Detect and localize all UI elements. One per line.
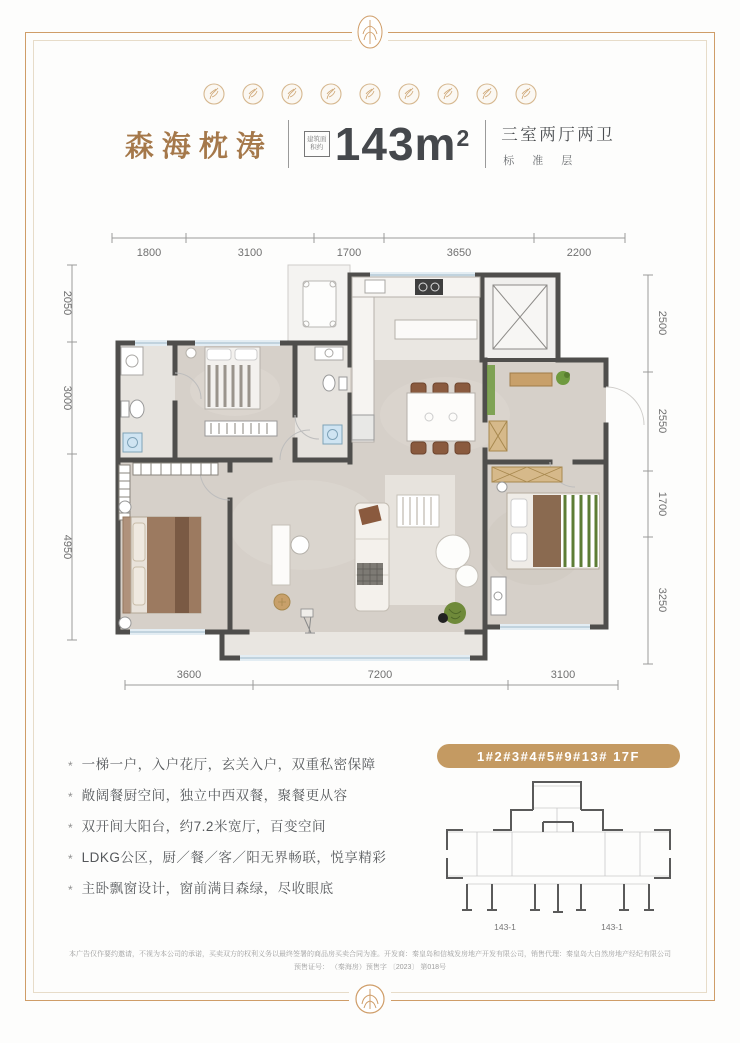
room-layout-label: 三室两厅两卫 [501, 125, 616, 144]
botanical-seal-icon [321, 84, 341, 104]
asterisk-bullet-icon: * [68, 790, 73, 804]
feature-list [68, 756, 438, 911]
botanical-seal-icon [204, 84, 224, 104]
disclaimer [40, 948, 700, 975]
floor-type-label: 标准层 [503, 154, 591, 167]
keyplan-unit-labels [494, 922, 623, 932]
svg-text:1800: 1800 [136, 247, 162, 259]
area-unit: m [414, 118, 457, 170]
building-number-banner: 1#2#3#4#5#9#13# 17F [437, 744, 680, 768]
botanical-seal-icon [360, 84, 380, 104]
building-keyplan [437, 772, 680, 937]
svg-text:2050: 2050 [61, 290, 73, 316]
svg-text:1700: 1700 [656, 491, 668, 517]
divider [485, 120, 486, 168]
svg-text:2500: 2500 [656, 310, 668, 336]
svg-text:3100: 3100 [237, 247, 263, 259]
divider [288, 120, 289, 168]
disclaimer-line1: 本广告仅作要约邀请，不视为本公司的承诺，买卖双方的权利义务以最终签署的商品房买卖合同为准。开发商：秦皇岛和信城发房地产开发有限公司，销售代理：秦皇岛大自然房地产经纪有限公司 [69, 951, 671, 958]
feature-text: 双开间大阳台，约7.2米宽厅，百变空间 [81, 819, 326, 834]
botanical-seal-icon [438, 84, 458, 104]
svg-text:2200: 2200 [566, 247, 592, 259]
entry-terrace [288, 265, 350, 343]
keyplan-light-lines [447, 786, 670, 884]
botanical-seal-icon [516, 84, 536, 104]
asterisk-bullet-icon: * [68, 759, 73, 773]
project-title: 森海枕涛 [124, 130, 273, 163]
area-block [304, 118, 471, 170]
elevator-shaft [482, 275, 558, 360]
botanical-seal-row [0, 82, 740, 106]
svg-text:3650: 3650 [446, 247, 472, 259]
svg-text:1700: 1700 [336, 247, 362, 259]
header [0, 120, 740, 168]
area-number: 143 [334, 118, 415, 170]
feature-item [68, 818, 438, 849]
svg-text:143-1: 143-1 [494, 922, 516, 932]
dining-set [407, 383, 475, 454]
keyplan-walls [447, 782, 670, 912]
botanical-seal-icon [477, 84, 497, 104]
svg-text:2550: 2550 [656, 408, 668, 434]
spec-block [501, 121, 615, 168]
svg-text:4950: 4950 [61, 534, 73, 560]
feature-text: 一梯一户，入户花厅，玄关入户，双重私密保障 [81, 757, 376, 772]
feature-item [68, 787, 438, 818]
svg-text:3100: 3100 [550, 669, 576, 681]
feature-item [68, 756, 438, 787]
disclaimer-line2: 预售证号： （秦海房）预售字 〔2023〕 第018号 [293, 964, 447, 972]
area-badge: 建筑面积约 [304, 131, 330, 157]
area-sup: 2 [456, 125, 471, 151]
asterisk-bullet-icon: * [68, 821, 73, 835]
feature-text: 主卧飘窗设计，窗前满目森绿，尽收眼底 [81, 881, 334, 896]
feature-text: LDKG公区，厨／餐／客／阳无界畅联，悦享精彩 [81, 850, 387, 865]
svg-text:3250: 3250 [656, 587, 668, 613]
leaf-medallion-icon [352, 14, 388, 55]
floorplan [55, 225, 670, 705]
svg-text:143-1: 143-1 [601, 922, 623, 932]
asterisk-bullet-icon: * [68, 883, 73, 897]
feature-text: 敞阔餐厨空间，独立中西双餐，聚餐更从容 [81, 788, 348, 803]
svg-text:3600: 3600 [176, 669, 202, 681]
svg-text:3000: 3000 [61, 385, 73, 411]
botanical-seal-icon [243, 84, 263, 104]
feature-item [68, 880, 438, 911]
leaf-medallion-icon [349, 983, 391, 1020]
svg-text:7200: 7200 [367, 669, 393, 681]
area-value [334, 118, 471, 170]
botanical-seal-icon [282, 84, 302, 104]
botanical-seal-icon [399, 84, 419, 104]
asterisk-bullet-icon: * [68, 852, 73, 866]
feature-item [68, 849, 438, 880]
